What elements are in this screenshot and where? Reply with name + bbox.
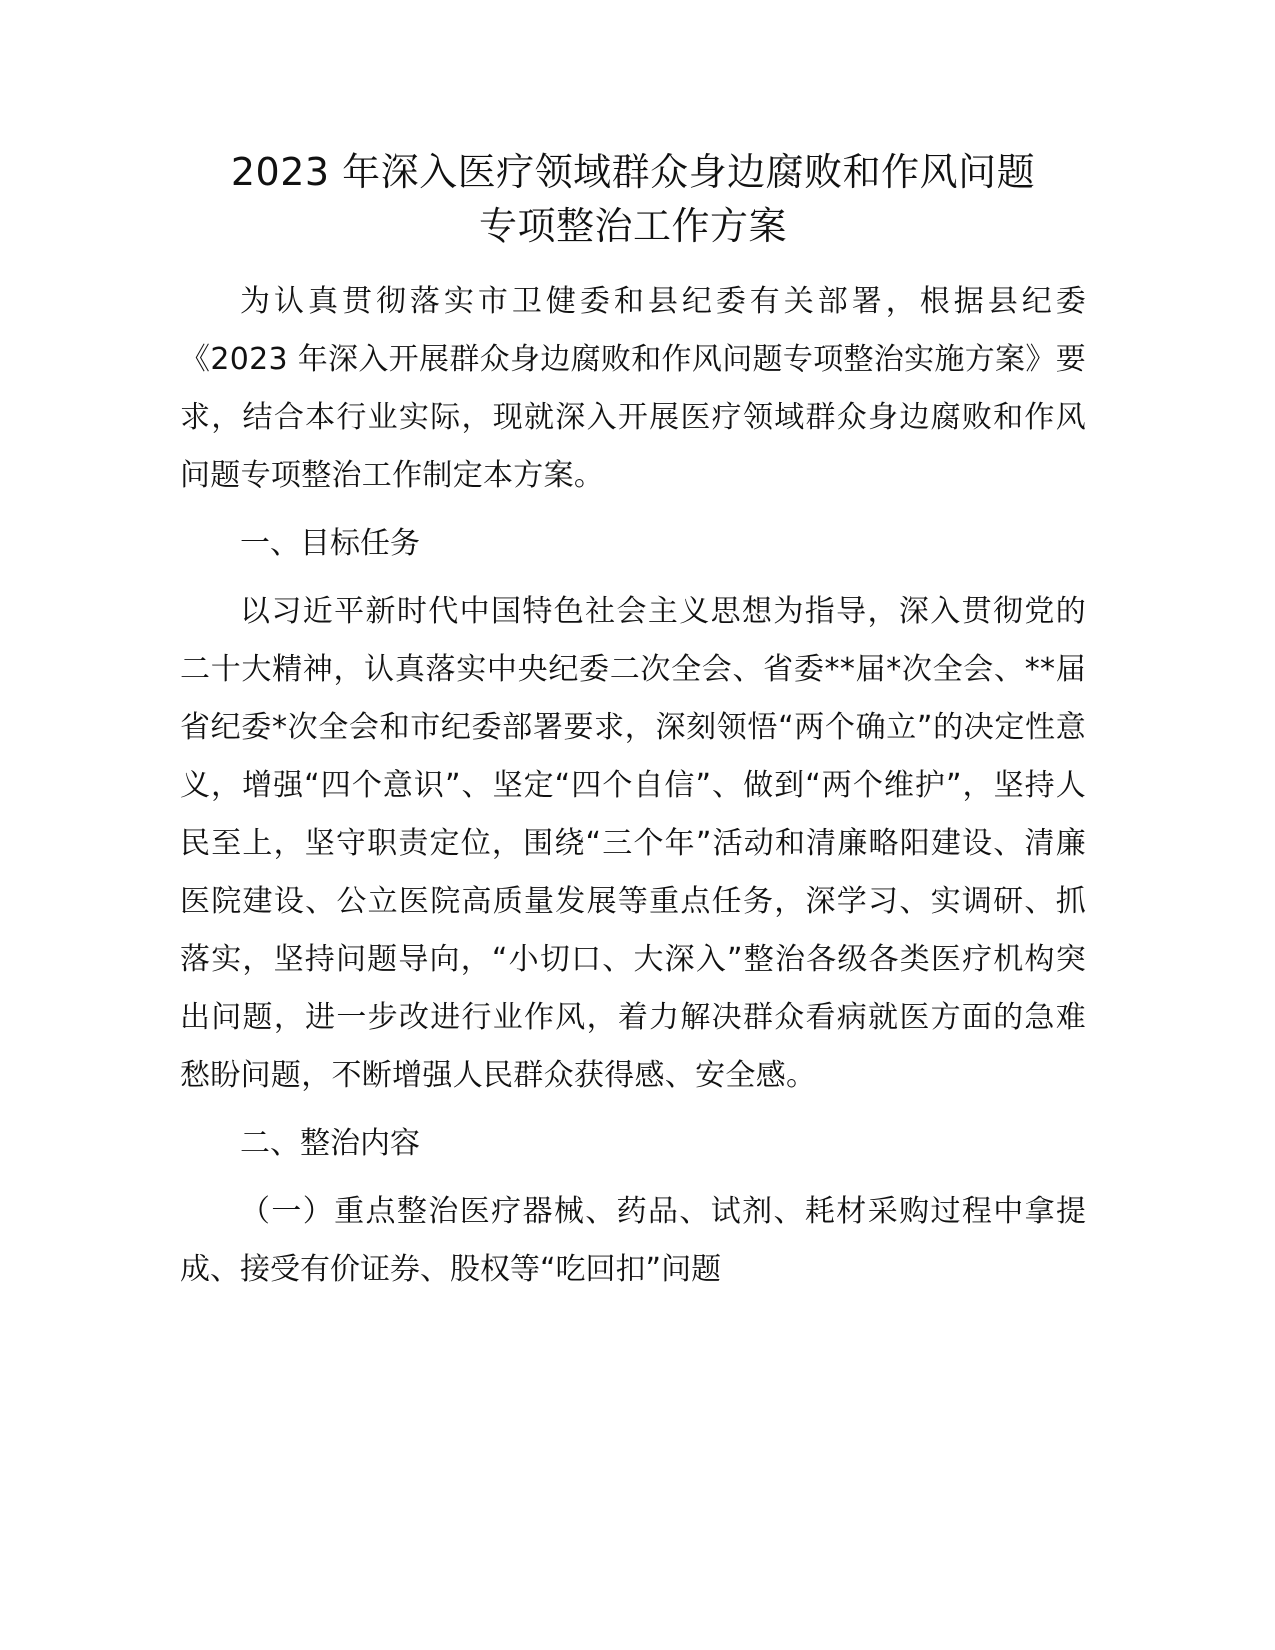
document-title <box>180 145 1086 253</box>
title-line-1: 2023 年深入医疗领域群众身边腐败和作风问题 <box>230 150 1036 194</box>
section-heading-content: 二、整治内容 <box>240 1126 420 1161</box>
subsection-1-heading: （一）重点整治医疗器械、药品、试剂、耗材采购过程中拿提成、接受有价证券、股权等“吃回扣”问题 <box>180 1194 1086 1287</box>
title-line-2: 专项整治工作方案 <box>478 204 787 248</box>
document-page <box>180 145 1086 1299</box>
section-heading-goals: 一、目标任务 <box>240 526 420 561</box>
goals-paragraph: 以习近平新时代中国特色社会主义思想为指导，深入贯彻党的二十大精神，认真落实中央纪委二次全会、省委**届*次全会、**届省纪委*次全会和市纪委部署要求，深刻领悟“两个确立”的决定性意义，增强“四个意识”、坚定“四个自信”、做到“两个维护”，坚持人民至上，坚守职责定位，围绕“三个年”活动和清廉略阳建设、清廉医院建设、公立医院高质量发展等重点任务，深学习、实调研、抓落实，坚持问题导向，“小切口、大深入”整治各级各类医疗机构突出问题，进一步改进行业作风，着力解决群众看病就医方面的急难愁盼问题，不断增强人民群众获得感、安全感。 <box>180 594 1086 1093</box>
intro-paragraph: 为认真贯彻落实市卫健委和县纪委有关部署，根据县纪委《2023 年深入开展群众身边腐败和作风问题专项整治实施方案》要求，结合本行业实际，现就深入开展医疗领域群众身边腐败和作风问题专项整治工作制定本方案。 <box>180 284 1086 493</box>
